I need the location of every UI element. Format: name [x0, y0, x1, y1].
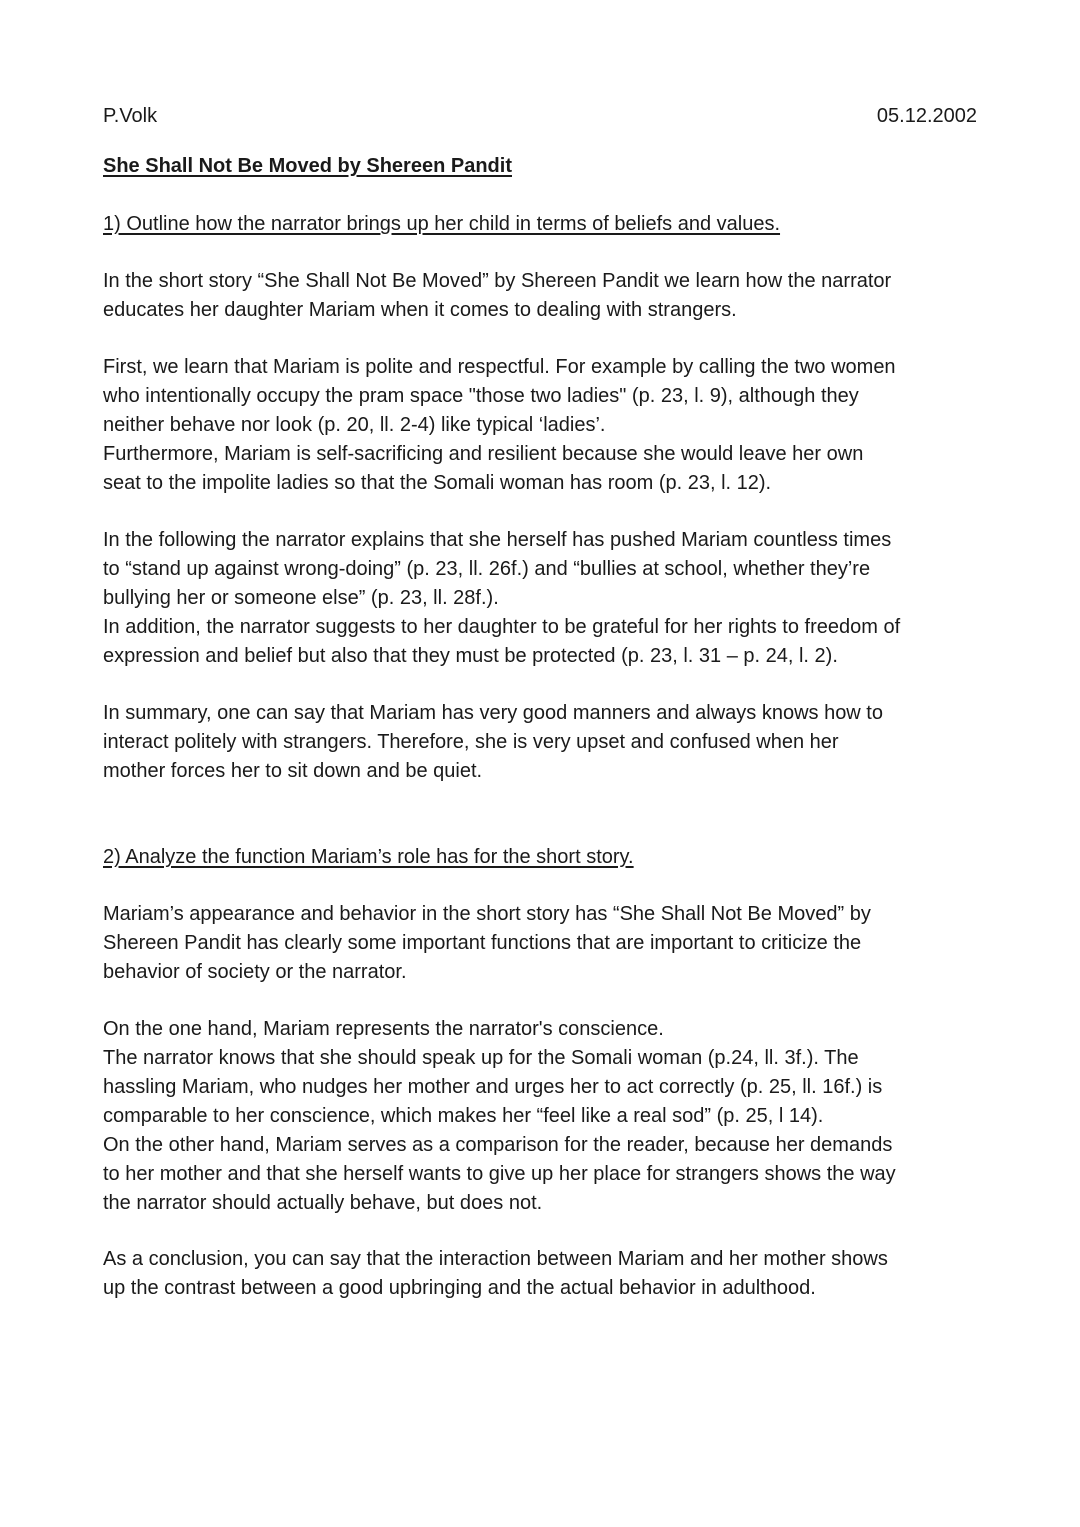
section-1-paragraph-1: In the short story “She Shall Not Be Moved” by Shereen Pandit we learn how the narrator educates her daughter Mariam when it comes to dealing with strangers.	[103, 270, 892, 321]
section-2-paragraph-2: On the one hand, Mariam represents the narrator's conscience. The narrator knows that she should speak up for the Somali woman (p.24, ll. 3f.). The hassling Mariam, who nudges her mother and urges her to act correctly (p. 25, ll. 16f.) is comparable to her conscience, which makes her “feel like a real sod” (p. 25, l 14). On the other hand, Mariam serves as a comparison for the reader, because her demands to her mother and that she herself wants to give up her place for strangers shows the way the narrator should actually behave, but does not.	[103, 1018, 896, 1214]
section-2-paragraph-1: Mariam’s appearance and behavior in the short story has “She Shall Not Be Moved” by Shereen Pandit has clearly some important functions that are important to criticize the behavior of society or the narrator.	[103, 903, 871, 983]
section-1-paragraph-3: In the following the narrator explains that she herself has pushed Mariam countless times to “stand up against wrong-doing” (p. 23, ll. 26f.) and “bullies at school, whether they’re bullying her or someone else” (p. 23, ll. 28f.). In addition, the narrator suggests to her daughter to be grateful for her rights to freedom of expression and belief but also that they must be protected (p. 23, l. 31 – p. 24, l. 2).	[103, 529, 901, 667]
author-name: P.Volk	[103, 105, 158, 127]
question-1-heading: 1) Outline how the narrator brings up her child in terms of beliefs and values.	[103, 213, 781, 235]
section-1-paragraph-4: In summary, one can say that Mariam has very good manners and always knows how to interact politely with strangers. Therefore, she is very upset and confused when her mother forces her to sit down and be quiet.	[103, 702, 883, 782]
section-2-paragraph-3: As a conclusion, you can say that the interaction between Mariam and her mother shows up the contrast between a good upbringing and the actual behavior in adulthood.	[103, 1248, 888, 1299]
question-2-heading: 2) Analyze the function Mariam’s role has for the short story.	[103, 846, 634, 868]
document-header	[103, 103, 977, 129]
document-date: 05.12.2002	[876, 105, 977, 127]
document-title: She Shall Not Be Moved by Shereen Pandit	[103, 155, 512, 177]
document-page	[103, 0, 983, 1527]
section-1-paragraph-2: First, we learn that Mariam is polite and respectful. For example by calling the two women who intentionally occupy the pram space "those two ladies" (p. 23, l. 9), although they neither behave nor look (p. 20, ll. 2-4) like typical ‘ladies’. Furthermore, Mariam is self-sacrificing and resilient because she would leave her own seat to the impolite ladies so that the Somali woman has room (p. 23, l. 12).	[103, 356, 896, 494]
